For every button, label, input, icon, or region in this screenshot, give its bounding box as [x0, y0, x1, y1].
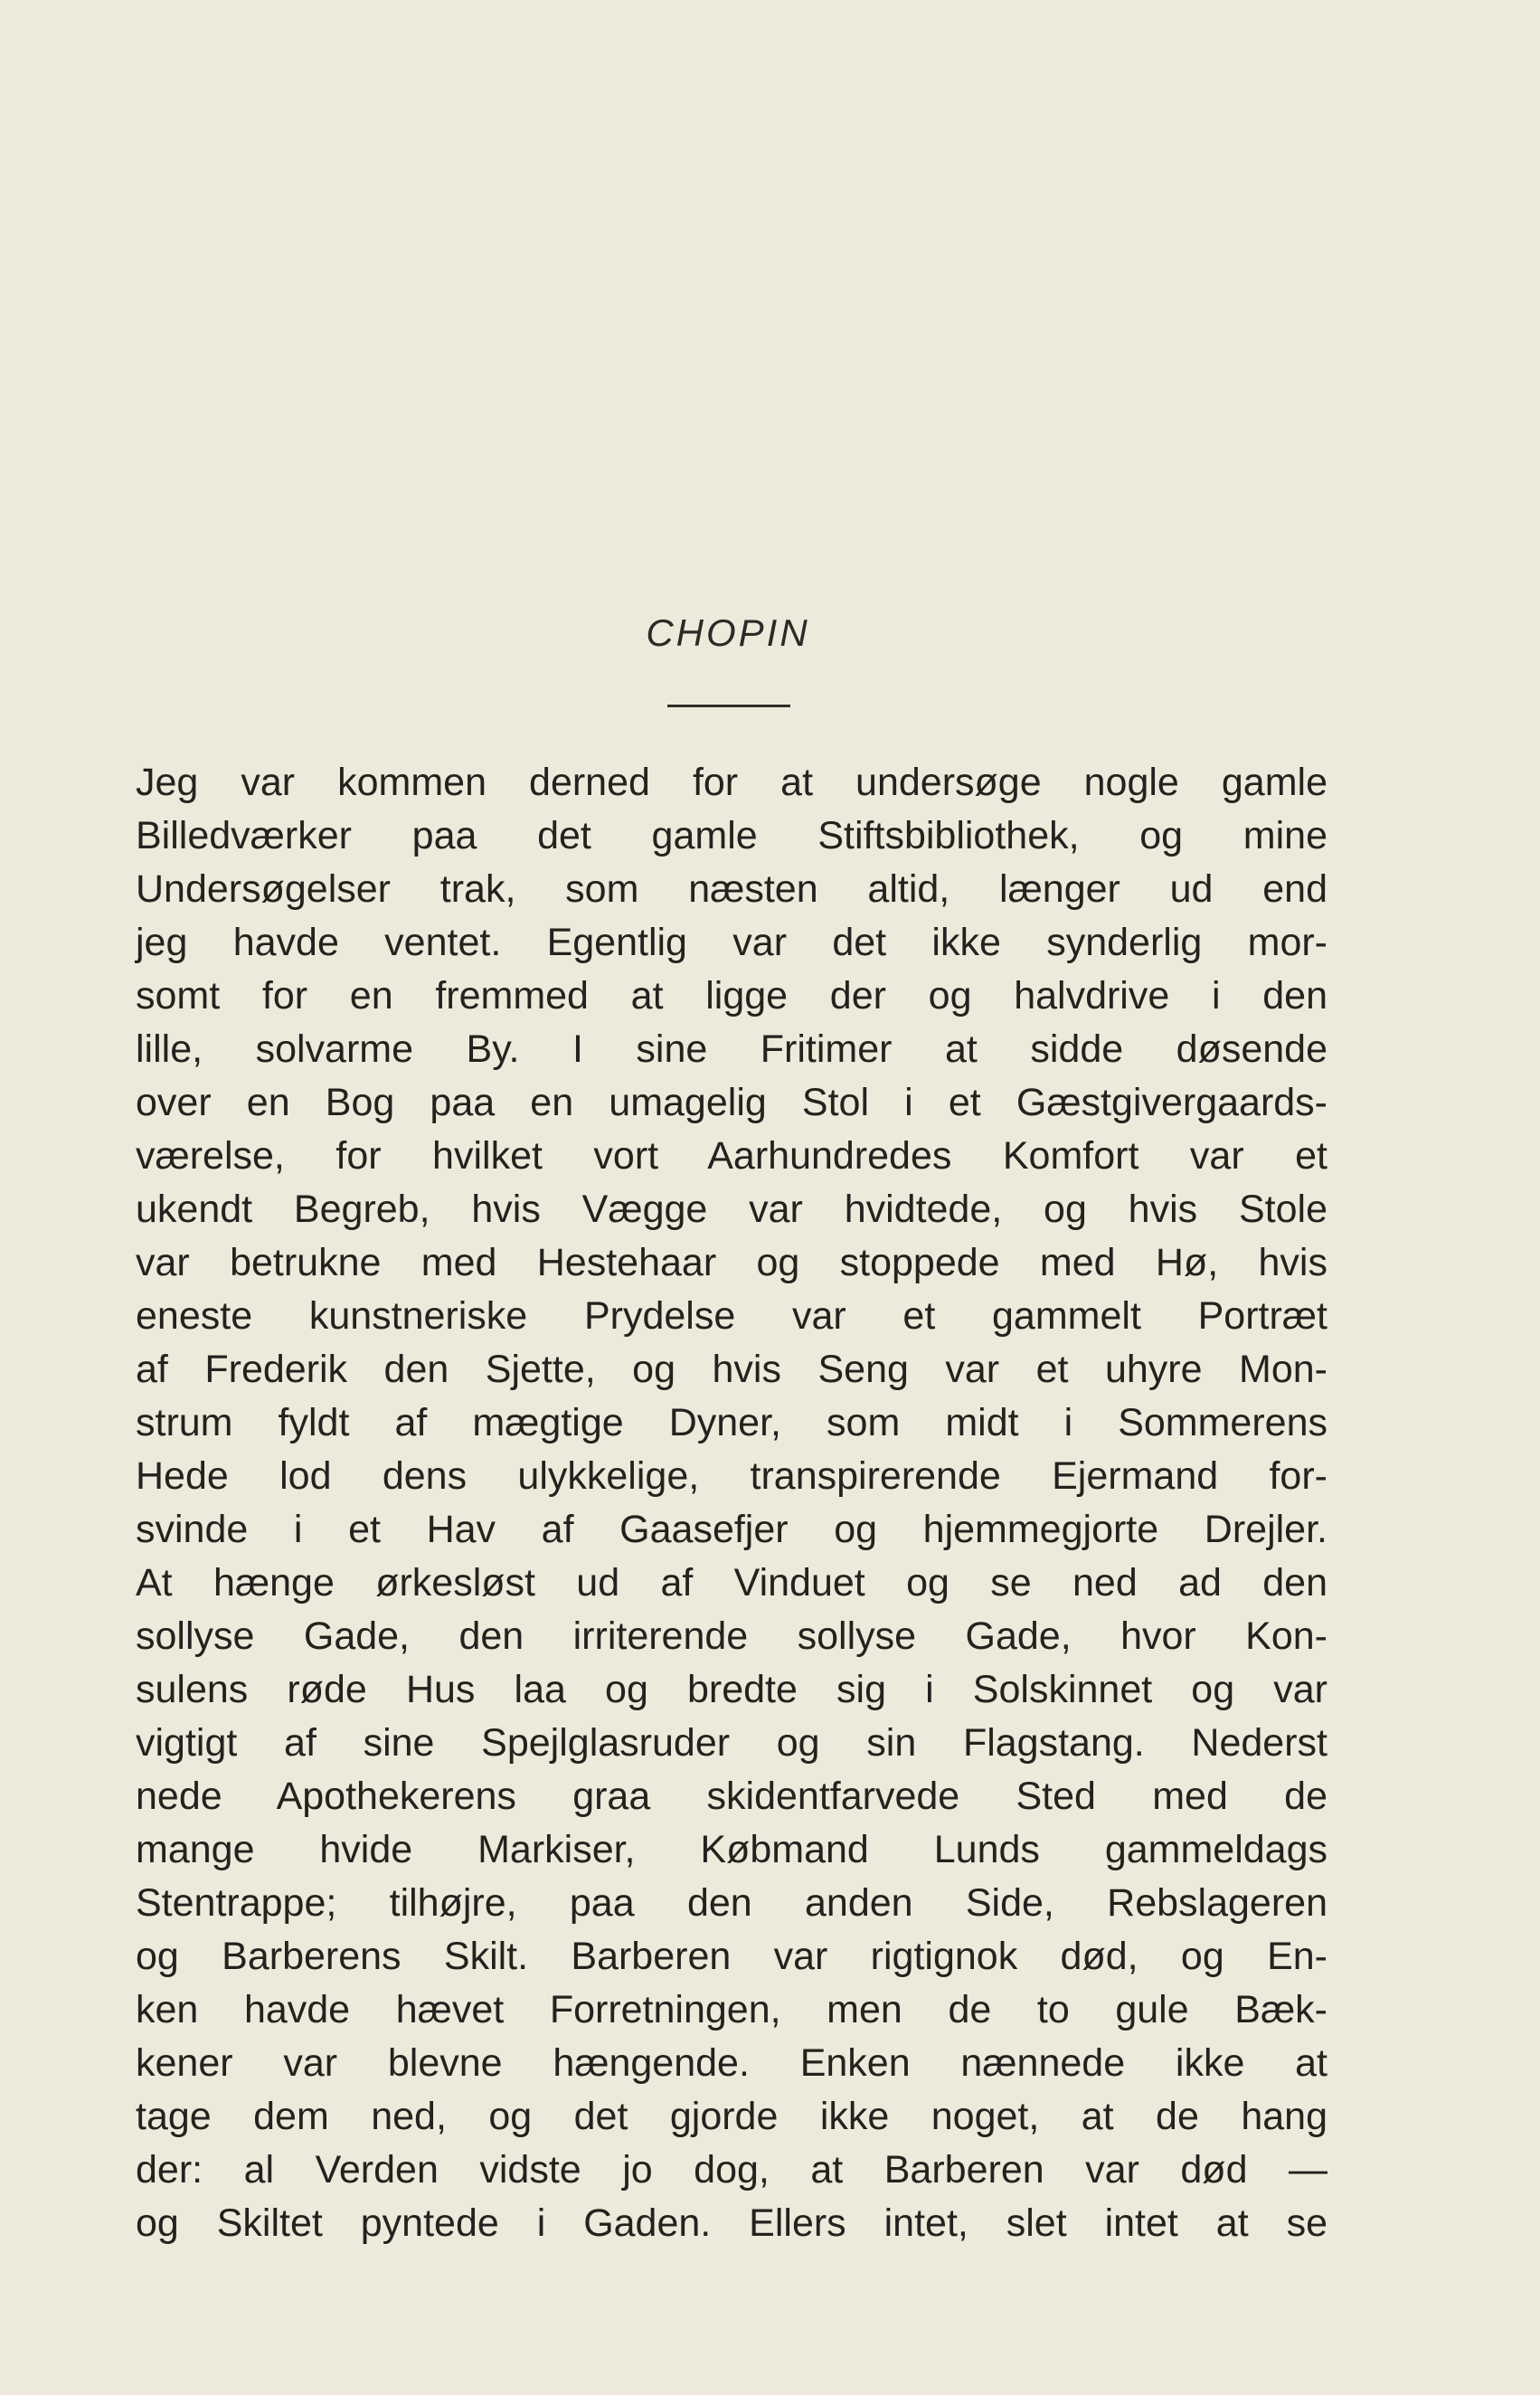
text-line: var betrukne med Hestehaar og stoppede med Hø, hvis [136, 1241, 1327, 1284]
text-line: kener var blevne hængende. Enken nænnede ikke at [136, 2041, 1327, 2085]
text-line: sollyse Gade, den irriterende sollyse Gade, hvor Kon- [136, 1614, 1327, 1658]
text-line: strum fyldt af mægtige Dyner, som midt i Sommerens [136, 1401, 1327, 1444]
text-line: nede Apothekerens graa skidentfarvede Sted med de [136, 1775, 1327, 1818]
text-line: af Frederik den Sjette, og hvis Seng var et uhyre Mon- [136, 1348, 1327, 1391]
text-line: At hænge ørkesløst ud af Vinduet og se ned ad den [136, 1561, 1327, 1605]
text-line: ukendt Begreb, hvis Vægge var hvidtede, og hvis Stole [136, 1188, 1327, 1231]
text-line: somt for en fremmed at ligge der og halvdrive i den [136, 974, 1327, 1018]
text-line: tage dem ned, og det gjorde ikke noget, at de hang [136, 2095, 1327, 2138]
text-line: værelse, for hvilket vort Aarhundredes Komfort var et [136, 1134, 1327, 1178]
text-line: Hede lod dens ulykkelige, transpirerende Ejermand for- [136, 1454, 1327, 1498]
text-line: Stentrappe; tilhøjre, paa den anden Side, Rebslageren [136, 1881, 1327, 1925]
text-line: der: al Verden vidste jo dog, at Barberen var død — [136, 2148, 1327, 2191]
text-line: Billedværker paa det gamle Stiftsbibliothek, og mine [136, 814, 1327, 857]
chapter-title: CHOPIN [646, 611, 810, 654]
text-line: jeg havde ventet. Egentlig var det ikke synderlig mor- [136, 921, 1327, 964]
text-line: over en Bog paa en umagelig Stol i et Gæstgivergaards- [136, 1081, 1327, 1124]
text-line: og Skiltet pyntede i Gaden. Ellers intet, slet intet at se [136, 2201, 1327, 2245]
title-divider [667, 705, 790, 707]
text-line: og Barberens Skilt. Barberen var rigtignok død, og En- [136, 1935, 1327, 1978]
body-text [136, 756, 1327, 2250]
text-line: eneste kunstneriske Prydelse var et gammelt Portræt [136, 1294, 1327, 1338]
text-line: ken havde hævet Forretningen, men de to gule Bæk- [136, 1988, 1327, 2031]
text-line: lille, solvarme By. I sine Fritimer at sidde døsende [136, 1027, 1327, 1071]
text-line: Jeg var kommen derned for at undersøge nogle gamle [136, 761, 1327, 804]
text-line: vigtigt af sine Spejlglasruder og sin Flagstang. Nederst [136, 1721, 1327, 1765]
text-line: Undersøgelser trak, som næsten altid, længer ud end [136, 867, 1327, 911]
text-line: mange hvide Markiser, Købmand Lunds gammeldags [136, 1828, 1327, 1871]
text-line: sulens røde Hus laa og bredte sig i Solskinnet og var [136, 1668, 1327, 1711]
text-line: svinde i et Hav af Gaasefjer og hjemmegjorte Drejler. [136, 1508, 1327, 1551]
